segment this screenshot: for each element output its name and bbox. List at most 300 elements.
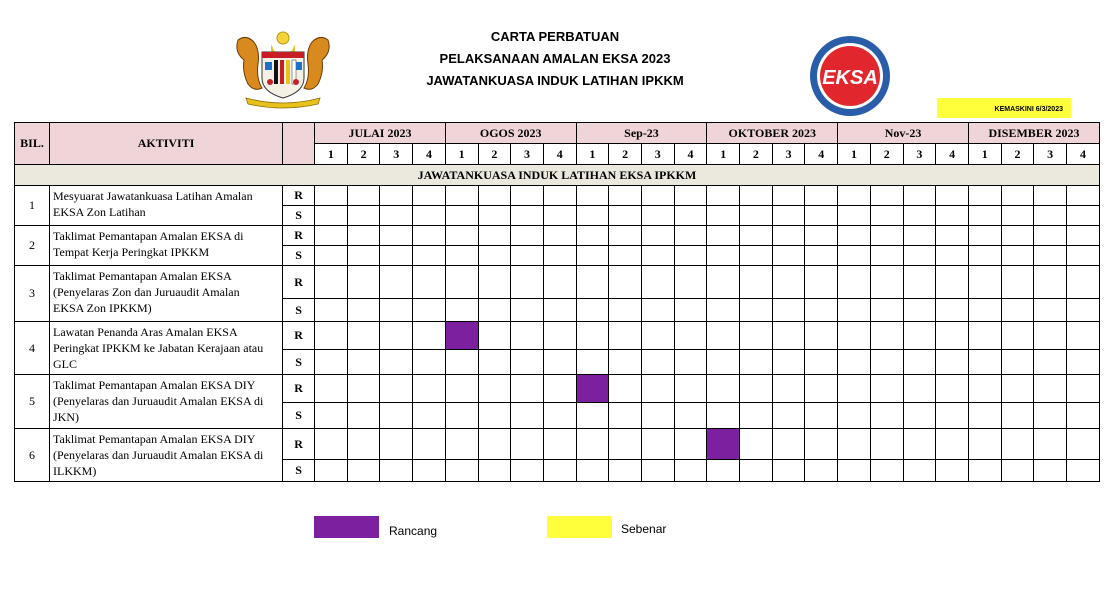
plan-row-label: R xyxy=(283,266,315,299)
week-cell xyxy=(968,403,1001,429)
week-cell xyxy=(740,266,773,299)
activity-description-line: EKSA Zon Latihan xyxy=(53,205,146,219)
week-cell xyxy=(543,322,576,350)
week-cell xyxy=(543,460,576,482)
week-cell xyxy=(380,186,413,206)
week-header-cell: 1 xyxy=(838,144,871,165)
week-cell xyxy=(641,206,674,226)
week-cell xyxy=(968,226,1001,246)
week-cell xyxy=(838,246,871,266)
week-cell xyxy=(315,460,348,482)
week-cell xyxy=(543,266,576,299)
week-cell xyxy=(380,299,413,322)
week-cell xyxy=(478,186,511,206)
plan-row-label: R xyxy=(283,429,315,460)
week-cell xyxy=(805,266,838,299)
plan-row-label: R xyxy=(283,186,315,206)
week-cell xyxy=(740,460,773,482)
week-cell xyxy=(543,246,576,266)
week-cell xyxy=(805,403,838,429)
actual-row-label: S xyxy=(283,350,315,375)
week-cell xyxy=(609,206,642,226)
week-cell xyxy=(674,299,707,322)
week-cell xyxy=(968,350,1001,375)
activity-row-plan xyxy=(15,266,1100,299)
week-cell xyxy=(1034,350,1067,375)
week-cell xyxy=(347,460,380,482)
week-cell xyxy=(740,206,773,226)
week-cell xyxy=(380,375,413,403)
week-cell xyxy=(609,246,642,266)
week-cell xyxy=(870,375,903,403)
activity-row-plan xyxy=(15,375,1100,403)
title-line-1: CARTA PERBATUAN xyxy=(490,29,620,44)
week-cell xyxy=(413,299,446,322)
week-cell xyxy=(838,299,871,322)
activity-description xyxy=(50,186,283,226)
week-cell xyxy=(1067,429,1100,460)
week-cell xyxy=(903,403,936,429)
actual-row-label: S xyxy=(283,299,315,322)
activity-row-plan xyxy=(15,186,1100,206)
week-cell xyxy=(740,429,773,460)
week-cell xyxy=(1001,299,1034,322)
week-cell xyxy=(478,350,511,375)
week-header-cell: 3 xyxy=(380,144,413,165)
activity-description-line: Taklimat Pemantapan Amalan EKSA DIY xyxy=(53,378,256,392)
week-cell xyxy=(1067,246,1100,266)
week-cell xyxy=(772,266,805,299)
week-cell xyxy=(511,375,544,403)
week-header-cell: 4 xyxy=(543,144,576,165)
week-cell xyxy=(707,375,740,403)
week-cell xyxy=(511,186,544,206)
legend-actual-label: Sebenar xyxy=(621,522,667,536)
activity-number: 6 xyxy=(15,429,50,482)
activity-description-line: (Penyelaras dan Juruaudit Amalan EKSA di xyxy=(53,448,264,462)
week-cell xyxy=(576,266,609,299)
week-cell xyxy=(445,206,478,226)
week-cell xyxy=(1067,299,1100,322)
week-cell xyxy=(315,350,348,375)
week-cell xyxy=(838,429,871,460)
week-cell xyxy=(870,429,903,460)
week-cell xyxy=(1067,322,1100,350)
week-cell xyxy=(1001,350,1034,375)
week-header-cell: 4 xyxy=(1067,144,1100,165)
week-cell xyxy=(576,186,609,206)
week-cell xyxy=(347,350,380,375)
week-cell xyxy=(805,322,838,350)
week-header-cell: 2 xyxy=(1001,144,1034,165)
week-cell xyxy=(903,299,936,322)
week-cell xyxy=(1001,403,1034,429)
week-cell xyxy=(707,299,740,322)
week-cell xyxy=(511,403,544,429)
week-cell xyxy=(1034,206,1067,226)
week-cell xyxy=(478,206,511,226)
coat-of-arms-logo xyxy=(232,30,334,110)
activity-description-line: Peringkat IPKKM ke Jabatan Kerajaan atau xyxy=(53,341,264,355)
activity-row-plan xyxy=(15,429,1100,460)
week-cell xyxy=(1001,226,1034,246)
week-cell xyxy=(968,429,1001,460)
week-header-cell: 1 xyxy=(968,144,1001,165)
week-cell xyxy=(478,403,511,429)
week-cell xyxy=(1034,246,1067,266)
week-cell xyxy=(315,429,348,460)
week-cell xyxy=(445,403,478,429)
week-cell xyxy=(936,226,969,246)
week-cell xyxy=(413,246,446,266)
activity-description xyxy=(50,266,283,322)
title-line-2: PELAKSANAAN AMALAN EKSA 2023 xyxy=(439,51,671,66)
activity-description-line: EKSA Zon IPKKM) xyxy=(53,301,152,315)
week-cell xyxy=(1001,206,1034,226)
week-cell xyxy=(772,299,805,322)
week-cell xyxy=(380,246,413,266)
week-cell xyxy=(641,246,674,266)
activity-number: 3 xyxy=(15,266,50,322)
week-cell xyxy=(936,460,969,482)
week-cell xyxy=(315,206,348,226)
actual-row-label: S xyxy=(283,206,315,226)
week-header-cell: 1 xyxy=(707,144,740,165)
week-cell xyxy=(641,375,674,403)
week-cell xyxy=(903,460,936,482)
section-row xyxy=(15,165,1100,186)
week-cell xyxy=(870,186,903,206)
week-cell xyxy=(478,266,511,299)
week-cell xyxy=(838,206,871,226)
week-cell xyxy=(1067,403,1100,429)
week-cell xyxy=(870,246,903,266)
week-cell xyxy=(511,246,544,266)
week-cell xyxy=(576,246,609,266)
week-cell xyxy=(347,206,380,226)
week-cell xyxy=(772,375,805,403)
activity-description-line: JKN) xyxy=(53,410,79,424)
week-cell xyxy=(936,246,969,266)
week-cell xyxy=(740,226,773,246)
title-block xyxy=(330,26,780,92)
week-cell xyxy=(674,429,707,460)
week-cell xyxy=(413,186,446,206)
week-cell xyxy=(707,186,740,206)
week-cell xyxy=(445,460,478,482)
week-cell xyxy=(543,186,576,206)
week-cell xyxy=(543,375,576,403)
activity-description xyxy=(50,375,283,429)
activity-description-line: Taklimat Pemantapan Amalan EKSA di xyxy=(53,229,244,243)
week-cell xyxy=(707,460,740,482)
week-cell xyxy=(543,299,576,322)
planned-week-cell xyxy=(576,375,609,403)
legend-actual-swatch xyxy=(547,516,612,538)
week-cell xyxy=(1001,186,1034,206)
schedule-table xyxy=(14,122,1100,482)
week-cell xyxy=(478,246,511,266)
week-cell xyxy=(445,266,478,299)
week-cell xyxy=(870,403,903,429)
week-cell xyxy=(511,460,544,482)
week-cell xyxy=(870,266,903,299)
week-cell xyxy=(380,460,413,482)
week-cell xyxy=(543,226,576,246)
week-cell xyxy=(674,266,707,299)
week-cell xyxy=(380,266,413,299)
week-cell xyxy=(641,299,674,322)
week-cell xyxy=(968,460,1001,482)
week-header-cell: 3 xyxy=(641,144,674,165)
section-title: JAWATANKUASA INDUK LATIHAN EKSA IPKKM xyxy=(15,165,1100,186)
week-cell xyxy=(315,186,348,206)
week-cell xyxy=(805,460,838,482)
activity-description xyxy=(50,322,283,375)
legend-plan-swatch xyxy=(314,516,379,538)
week-cell xyxy=(968,246,1001,266)
week-cell xyxy=(1067,375,1100,403)
week-cell xyxy=(870,322,903,350)
week-cell xyxy=(740,375,773,403)
week-cell xyxy=(609,429,642,460)
header-activity: AKTIVITI xyxy=(50,123,283,165)
week-cell xyxy=(380,226,413,246)
week-cell xyxy=(347,403,380,429)
week-cell xyxy=(413,429,446,460)
actual-row-label: S xyxy=(283,246,315,266)
week-header-cell: 2 xyxy=(870,144,903,165)
legend-plan-label: Rancang xyxy=(389,524,438,538)
week-cell xyxy=(315,246,348,266)
week-cell xyxy=(805,186,838,206)
week-cell xyxy=(838,375,871,403)
month-november: Nov-23 xyxy=(838,123,969,144)
week-cell xyxy=(478,429,511,460)
week-cell xyxy=(576,429,609,460)
activity-description-line: (Penyelaras Zon dan Juruaudit Amalan xyxy=(53,285,240,299)
activity-description-line: Taklimat Pemantapan Amalan EKSA DIY xyxy=(53,432,256,446)
week-cell xyxy=(576,226,609,246)
week-cell xyxy=(805,299,838,322)
week-cell xyxy=(576,460,609,482)
week-cell xyxy=(609,460,642,482)
week-cell xyxy=(380,403,413,429)
week-cell xyxy=(347,186,380,206)
week-cell xyxy=(1034,322,1067,350)
week-cell xyxy=(511,322,544,350)
week-header-cell: 3 xyxy=(903,144,936,165)
activity-number: 4 xyxy=(15,322,50,375)
week-cell xyxy=(380,322,413,350)
week-cell xyxy=(674,226,707,246)
activity-description xyxy=(50,226,283,266)
week-cell xyxy=(543,206,576,226)
week-cell xyxy=(511,299,544,322)
week-header-cell: 3 xyxy=(772,144,805,165)
week-cell xyxy=(936,186,969,206)
activity-number: 1 xyxy=(15,186,50,226)
updated-date-label: KEMASKINI 6/3/2023 xyxy=(937,98,1071,118)
week-cell xyxy=(968,206,1001,226)
week-cell xyxy=(576,322,609,350)
week-cell xyxy=(1001,460,1034,482)
week-cell xyxy=(445,186,478,206)
week-cell xyxy=(609,322,642,350)
week-cell xyxy=(772,350,805,375)
week-cell xyxy=(805,246,838,266)
week-cell xyxy=(740,350,773,375)
week-cell xyxy=(772,226,805,246)
week-cell xyxy=(968,266,1001,299)
week-cell xyxy=(478,322,511,350)
activity-number: 5 xyxy=(15,375,50,429)
week-cell xyxy=(413,266,446,299)
week-cell xyxy=(543,429,576,460)
week-header-cell: 4 xyxy=(674,144,707,165)
week-cell xyxy=(772,246,805,266)
week-cell xyxy=(740,186,773,206)
week-cell xyxy=(576,206,609,226)
week-cell xyxy=(936,266,969,299)
week-cell xyxy=(413,375,446,403)
week-cell xyxy=(740,246,773,266)
activity-description-line: (Penyelaras dan Juruaudit Amalan EKSA di xyxy=(53,394,264,408)
week-cell xyxy=(903,429,936,460)
week-header-cell: 2 xyxy=(740,144,773,165)
week-cell xyxy=(511,206,544,226)
week-cell xyxy=(1034,375,1067,403)
week-cell xyxy=(315,299,348,322)
week-cell xyxy=(511,226,544,246)
week-header-cell: 4 xyxy=(413,144,446,165)
week-cell xyxy=(805,350,838,375)
week-cell xyxy=(772,403,805,429)
week-cell xyxy=(347,246,380,266)
week-cell xyxy=(805,226,838,246)
week-cell xyxy=(641,186,674,206)
week-cell xyxy=(445,226,478,246)
week-cell xyxy=(772,206,805,226)
week-cell xyxy=(641,226,674,246)
week-cell xyxy=(936,206,969,226)
week-cell xyxy=(1067,266,1100,299)
month-october: OKTOBER 2023 xyxy=(707,123,838,144)
actual-row-label: S xyxy=(283,403,315,429)
week-cell xyxy=(1067,226,1100,246)
week-cell xyxy=(445,350,478,375)
week-cell xyxy=(347,226,380,246)
week-cell xyxy=(870,226,903,246)
week-cell xyxy=(511,266,544,299)
week-cell xyxy=(478,460,511,482)
week-cell xyxy=(445,299,478,322)
week-cell xyxy=(838,266,871,299)
week-cell xyxy=(1067,460,1100,482)
week-cell xyxy=(968,375,1001,403)
week-cell xyxy=(380,350,413,375)
week-cell xyxy=(772,322,805,350)
eksa-logo xyxy=(806,34,896,118)
month-header-row xyxy=(15,123,1100,144)
week-header-cell: 1 xyxy=(315,144,348,165)
week-cell xyxy=(609,186,642,206)
week-cell xyxy=(315,375,348,403)
week-cell xyxy=(1067,206,1100,226)
activity-description-line: GLC xyxy=(53,357,77,371)
week-cell xyxy=(838,186,871,206)
week-cell xyxy=(1034,429,1067,460)
week-cell xyxy=(1001,246,1034,266)
week-cell xyxy=(903,350,936,375)
week-cell xyxy=(347,322,380,350)
actual-row-label: S xyxy=(283,460,315,482)
week-cell xyxy=(478,226,511,246)
week-cell xyxy=(740,322,773,350)
week-cell xyxy=(707,266,740,299)
week-cell xyxy=(936,403,969,429)
week-cell xyxy=(315,322,348,350)
week-cell xyxy=(1034,460,1067,482)
week-cell xyxy=(347,266,380,299)
week-cell xyxy=(805,206,838,226)
week-cell xyxy=(413,226,446,246)
week-header-cell: 1 xyxy=(576,144,609,165)
week-header-cell: 4 xyxy=(805,144,838,165)
week-cell xyxy=(838,322,871,350)
week-cell xyxy=(707,206,740,226)
week-cell xyxy=(903,226,936,246)
week-cell xyxy=(740,403,773,429)
week-cell xyxy=(805,429,838,460)
week-cell xyxy=(413,322,446,350)
planned-week-cell xyxy=(707,429,740,460)
week-header-cell: 1 xyxy=(445,144,478,165)
week-cell xyxy=(641,403,674,429)
month-august: OGOS 2023 xyxy=(445,123,576,144)
week-cell xyxy=(936,375,969,403)
week-header-cell: 2 xyxy=(609,144,642,165)
week-cell xyxy=(641,460,674,482)
week-header-cell: 3 xyxy=(1034,144,1067,165)
week-header-cell: 2 xyxy=(347,144,380,165)
activity-description xyxy=(50,429,283,482)
week-cell xyxy=(641,266,674,299)
plan-row-label: R xyxy=(283,375,315,403)
week-cell xyxy=(674,206,707,226)
week-header-cell: 4 xyxy=(936,144,969,165)
week-cell xyxy=(315,266,348,299)
week-cell xyxy=(576,299,609,322)
week-cell xyxy=(936,350,969,375)
week-cell xyxy=(903,206,936,226)
week-header-cell: 3 xyxy=(511,144,544,165)
week-cell xyxy=(674,350,707,375)
week-cell xyxy=(870,206,903,226)
week-cell xyxy=(478,375,511,403)
eksa-logo-text: EKSA xyxy=(822,67,878,89)
week-cell xyxy=(1067,186,1100,206)
week-cell xyxy=(315,403,348,429)
week-cell xyxy=(609,375,642,403)
week-cell xyxy=(674,460,707,482)
week-cell xyxy=(609,266,642,299)
week-cell xyxy=(609,299,642,322)
week-cell xyxy=(903,322,936,350)
activity-description-line: ILKKM) xyxy=(53,464,97,478)
activity-number: 2 xyxy=(15,226,50,266)
week-cell xyxy=(838,226,871,246)
